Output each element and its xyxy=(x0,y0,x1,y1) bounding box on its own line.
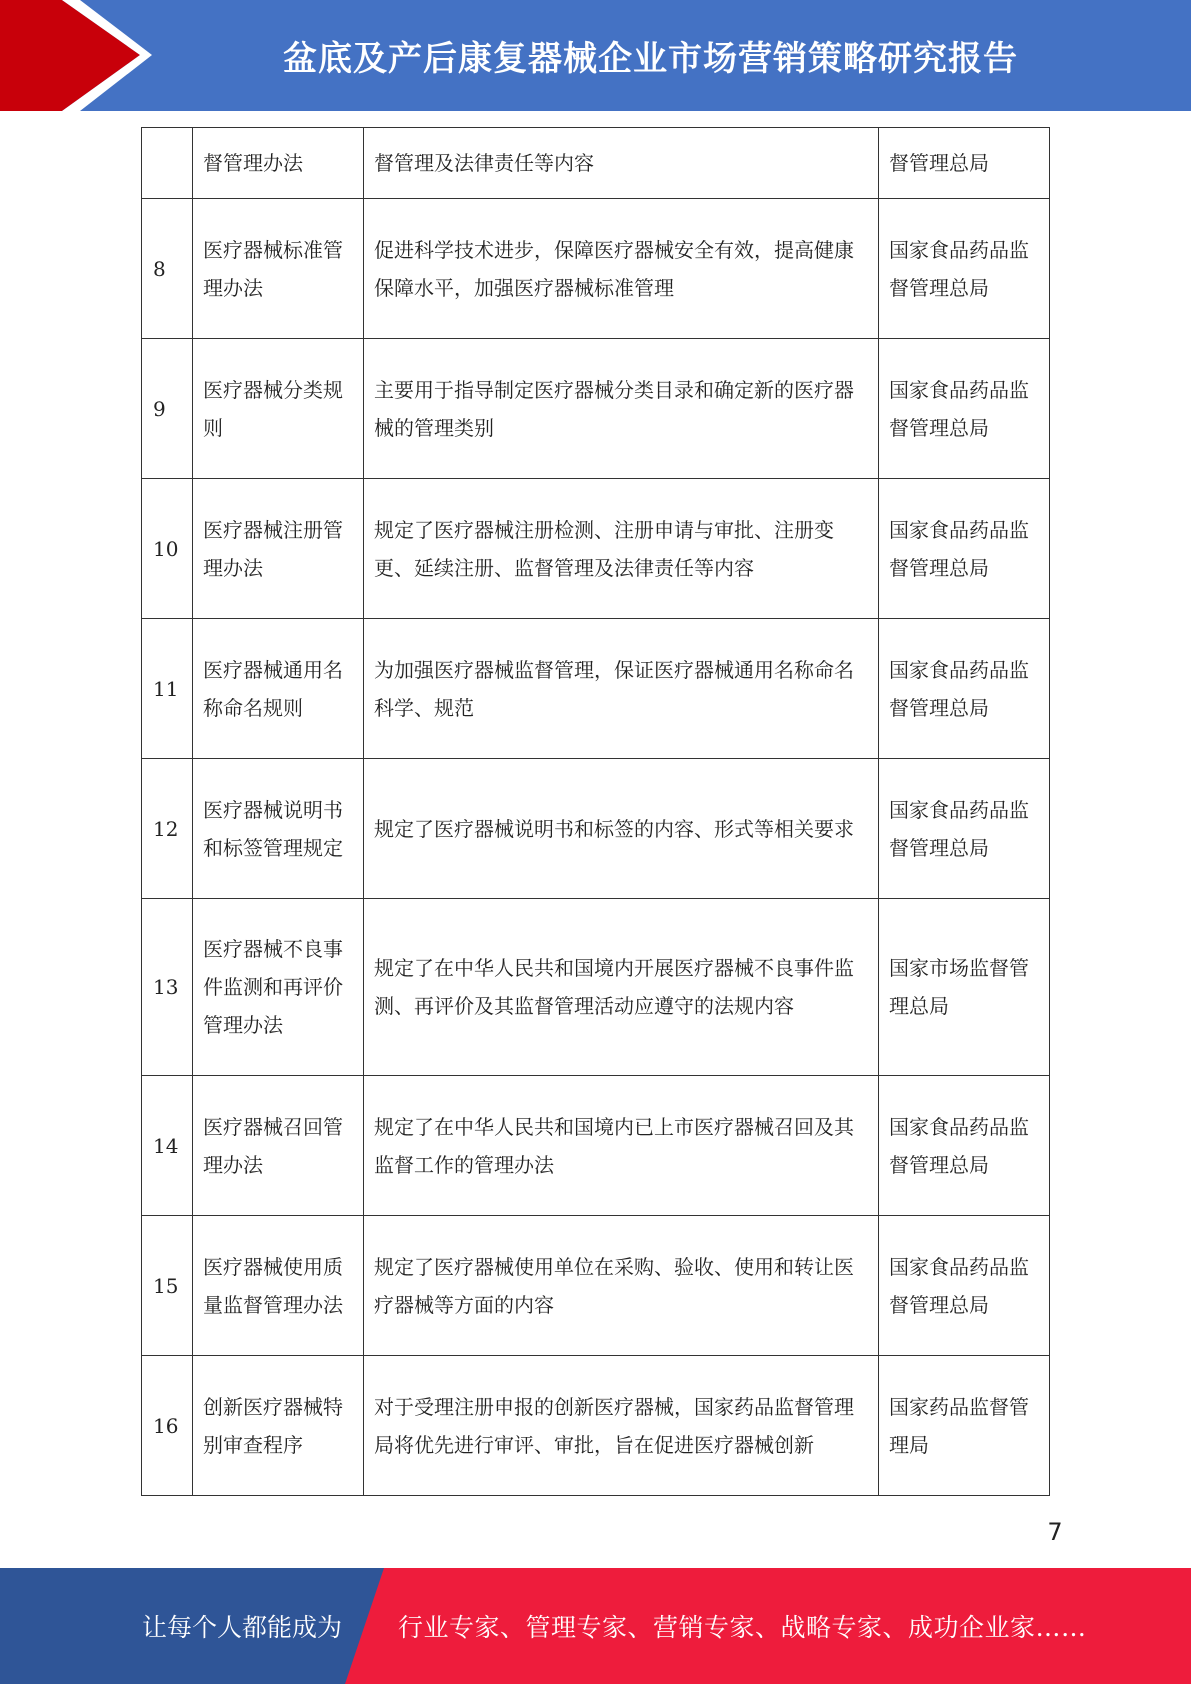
page-number: 7 xyxy=(1047,1518,1063,1546)
table-row xyxy=(142,339,1050,479)
regulation-name: 医疗器械使用质量监督管理办法 xyxy=(193,1216,364,1356)
regulation-content: 规定了在中华人民共和国境内已上市医疗器械召回及其监督工作的管理办法 xyxy=(364,1076,879,1216)
regulation-name: 督管理办法 xyxy=(193,128,364,199)
regulation-table-container xyxy=(141,127,1049,1496)
regulation-content: 为加强医疗器械监督管理，保证医疗器械通用名称命名科学、规范 xyxy=(364,619,879,759)
regulation-content: 规定了医疗器械说明书和标签的内容、形式等相关要求 xyxy=(364,759,879,899)
row-number xyxy=(142,128,193,199)
issuing-authority: 国家药品监督管理局 xyxy=(879,1356,1050,1496)
row-number: 16 xyxy=(142,1356,193,1496)
table-row xyxy=(142,199,1050,339)
regulation-content: 督管理及法律责任等内容 xyxy=(364,128,879,199)
row-number: 9 xyxy=(142,339,193,479)
row-number: 11 xyxy=(142,619,193,759)
regulation-table xyxy=(141,127,1050,1496)
table-row xyxy=(142,128,1050,199)
issuing-authority: 国家食品药品监督管理总局 xyxy=(879,619,1050,759)
issuing-authority: 国家食品药品监督管理总局 xyxy=(879,479,1050,619)
regulation-name: 医疗器械注册管理办法 xyxy=(193,479,364,619)
row-number: 8 xyxy=(142,199,193,339)
regulation-name: 创新医疗器械特别审查程序 xyxy=(193,1356,364,1496)
footer-slogan-right: 行业专家、管理专家、营销专家、战略专家、成功企业家…… xyxy=(398,1613,1087,1642)
issuing-authority: 督管理总局 xyxy=(879,128,1050,199)
table-row xyxy=(142,1076,1050,1216)
table-row xyxy=(142,1216,1050,1356)
footer-slogan-left: 让每个人都能成为 xyxy=(142,1613,343,1642)
table-row xyxy=(142,479,1050,619)
table-row xyxy=(142,899,1050,1076)
row-number: 10 xyxy=(142,479,193,619)
table-row xyxy=(142,759,1050,899)
page-header xyxy=(0,0,1191,111)
row-number: 12 xyxy=(142,759,193,899)
issuing-authority: 国家食品药品监督管理总局 xyxy=(879,759,1050,899)
regulation-content: 主要用于指导制定医疗器械分类目录和确定新的医疗器械的管理类别 xyxy=(364,339,879,479)
page-footer xyxy=(0,1568,1191,1684)
issuing-authority: 国家食品药品监督管理总局 xyxy=(879,1216,1050,1356)
report-title: 盆底及产后康复器械企业市场营销策略研究报告 xyxy=(283,39,1018,79)
regulation-content: 规定了医疗器械注册检测、注册申请与审批、注册变更、延续注册、监督管理及法律责任等内容 xyxy=(364,479,879,619)
regulation-name: 医疗器械标准管理办法 xyxy=(193,199,364,339)
issuing-authority: 国家食品药品监督管理总局 xyxy=(879,199,1050,339)
issuing-authority: 国家食品药品监督管理总局 xyxy=(879,1076,1050,1216)
regulation-content: 对于受理注册申报的创新医疗器械，国家药品监督管理局将优先进行审评、审批，旨在促进医疗器械创新 xyxy=(364,1356,879,1496)
table-row xyxy=(142,619,1050,759)
table-row xyxy=(142,1356,1050,1496)
regulation-name: 医疗器械通用名称命名规则 xyxy=(193,619,364,759)
regulation-name: 医疗器械说明书和标签管理规定 xyxy=(193,759,364,899)
regulation-content: 促进科学技术进步，保障医疗器械安全有效，提高健康保障水平，加强医疗器械标准管理 xyxy=(364,199,879,339)
regulation-content: 规定了医疗器械使用单位在采购、验收、使用和转让医疗器械等方面的内容 xyxy=(364,1216,879,1356)
row-number: 14 xyxy=(142,1076,193,1216)
regulation-content: 规定了在中华人民共和国境内开展医疗器械不良事件监测、再评价及其监督管理活动应遵守的法规内容 xyxy=(364,899,879,1076)
header-chevron-logo xyxy=(0,0,160,111)
issuing-authority: 国家食品药品监督管理总局 xyxy=(879,339,1050,479)
row-number: 15 xyxy=(142,1216,193,1356)
row-number: 13 xyxy=(142,899,193,1076)
regulation-name: 医疗器械不良事件监测和再评价管理办法 xyxy=(193,899,364,1076)
issuing-authority: 国家市场监督管理总局 xyxy=(879,899,1050,1076)
regulation-name: 医疗器械召回管理办法 xyxy=(193,1076,364,1216)
regulation-name: 医疗器械分类规则 xyxy=(193,339,364,479)
